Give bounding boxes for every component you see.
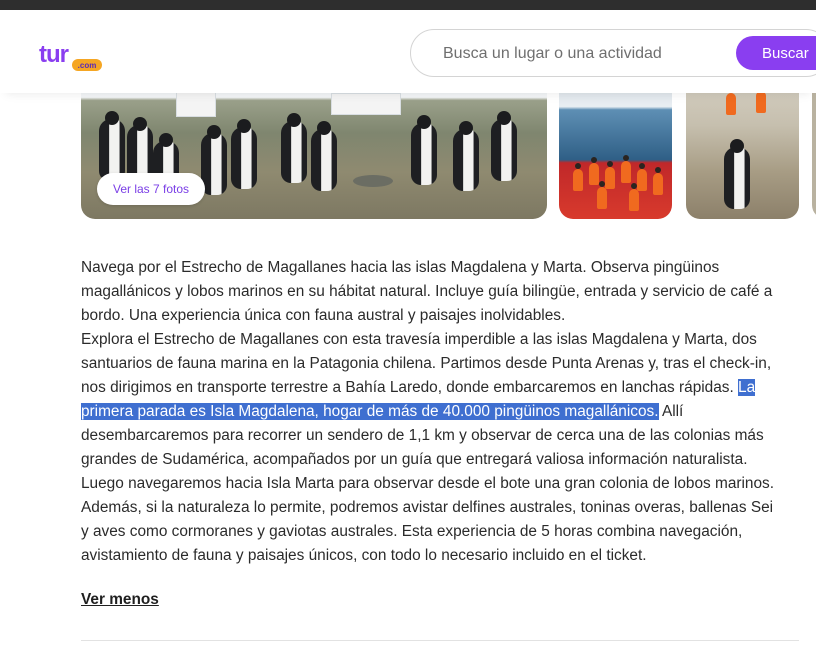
- browser-top-strip: [0, 0, 816, 10]
- activity-description: [81, 256, 781, 568]
- photo-gallery: [0, 93, 816, 221]
- svg-text:.com: .com: [77, 61, 97, 70]
- passenger: [637, 169, 647, 191]
- section-divider: [81, 640, 799, 641]
- view-all-photos-button[interactable]: Ver las 7 fotos: [97, 173, 205, 205]
- penguin: [453, 129, 479, 191]
- passenger: [597, 187, 607, 209]
- penguin: [201, 133, 227, 195]
- tur-logo[interactable]: [38, 40, 108, 76]
- gallery-main-photo[interactable]: [81, 93, 547, 219]
- passenger: [589, 163, 599, 185]
- gallery-penguin-photo[interactable]: [686, 93, 799, 219]
- penguin: [411, 123, 437, 185]
- site-header: [0, 10, 816, 93]
- station-building: [331, 93, 401, 115]
- passenger: [573, 169, 583, 191]
- resting-penguin: [353, 175, 393, 187]
- svg-text:tur: tur: [39, 41, 68, 68]
- selected-text: La primera parada es Isla Magdalena, hogar de más de 40.000 pingüinos magallánicos.: [81, 379, 756, 420]
- penguin: [311, 129, 337, 191]
- description-summary: Navega por el Estrecho de Magallanes hacia las islas Magdalena y Marta. Observa pingüinos magallánicos y lobos marinos en su hábitat natural. Incluye guía bilingüe, entrada y servicio de café a bordo. Una experiencia única con fauna austral y paisajes inolvidables.: [81, 259, 773, 324]
- search-bar: [410, 29, 816, 77]
- description-detail-intro: Explora el Estrecho de Magallanes con esta travesía imperdible a las islas Magdalena y Marta, dos santuarios de fauna marina en la Patagonia chilena. Partimos desde Punta Arenas y, tras el check-in, nos dirigimos en transporte terrestre a Bahía Laredo, donde embarcaremos en lanchas rápidas.: [81, 331, 772, 396]
- passenger: [629, 189, 639, 211]
- penguin: [99, 119, 125, 181]
- description-detail-rest: Allí desembarcaremos para recorrer un sendero de 1,1 km y observar de cerca una de las colonias más grandes de Sudamérica, acompañados por un guía que entregará valiosa información naturalista. Luego navegaremos hacia Isla Marta para observar desde el bote una gran colonia de lobos marinos. Además, si la naturaleza lo permite, podremos avistar delfines australes, toninas overas, ballenas Sei y aves como cormoranes y gaviotas australes. Esta experiencia de 5 horas combina navegación, avistamiento de fauna y paisajes únicos, con todo lo necesario incluido en el ticket.: [81, 403, 775, 564]
- visitor: [756, 93, 766, 113]
- passenger: [621, 161, 631, 183]
- gallery-next-photo[interactable]: [812, 93, 816, 219]
- gallery-boat-photo[interactable]: [559, 93, 672, 219]
- penguin: [491, 119, 517, 181]
- penguin: [231, 127, 257, 189]
- passenger: [653, 173, 663, 195]
- visitor: [726, 93, 736, 115]
- description-detail: [81, 328, 781, 568]
- search-input[interactable]: [443, 42, 703, 66]
- lighthouse-building: [176, 93, 216, 117]
- see-less-link[interactable]: Ver menos: [81, 591, 159, 608]
- penguin: [281, 121, 307, 183]
- passenger: [605, 167, 615, 189]
- penguin: [724, 147, 750, 209]
- search-button[interactable]: Buscar: [736, 36, 816, 70]
